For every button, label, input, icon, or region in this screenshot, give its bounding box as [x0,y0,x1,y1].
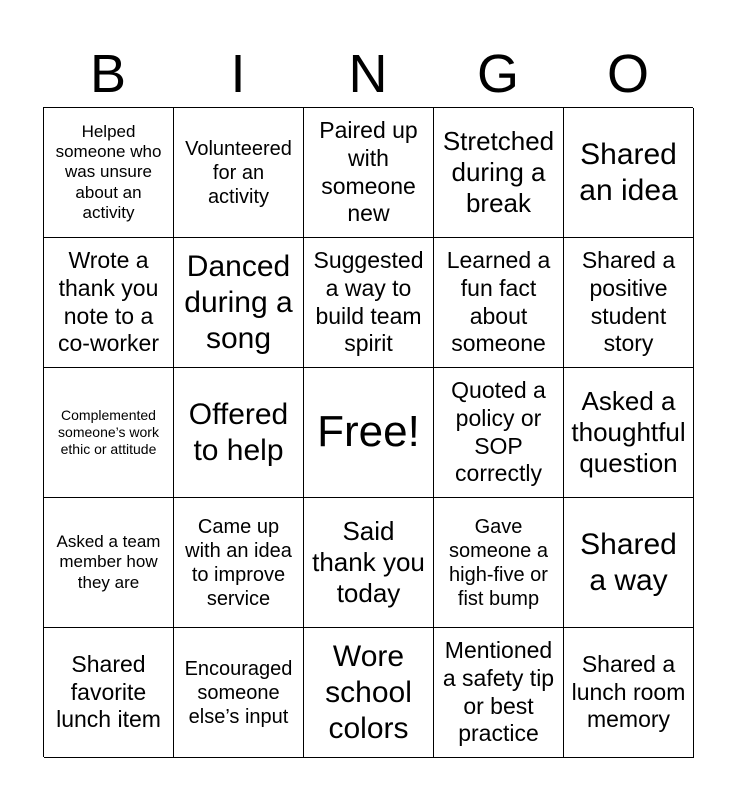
cell-text: Suggested a way to build team spirit [313,247,424,357]
bingo-cell-n4[interactable] [304,498,434,628]
bingo-cell-g2[interactable] [434,238,564,368]
cell-text: Shared favorite lunch item [56,651,161,733]
cell-text: Learned a fun fact about someone [446,247,551,357]
cell-text: Gave someone a high-five or fist bump [449,515,548,610]
cell-text: Asked a team member how they are [56,531,161,592]
cell-text: Offered to help [188,397,289,467]
cell-text: Said thank you today [312,515,425,609]
cell-text: Shared an idea [579,137,678,207]
bingo-cell-o3[interactable] [564,368,694,498]
bingo-cell-b3[interactable] [44,368,174,498]
bingo-cell-i1[interactable] [174,108,304,238]
bingo-board [43,107,693,757]
cell-text: Complemented someone’s work ethic or attitude [58,407,159,457]
bingo-cell-free[interactable] [304,368,434,498]
cell-text: Came up with an idea to improve service [185,515,292,610]
bingo-cell-g3[interactable] [434,368,564,498]
cell-text: Paired up with someone new [319,117,418,227]
cell-text: Wrote a thank you note to a co-worker [58,247,159,357]
bingo-cell-g4[interactable] [434,498,564,628]
cell-text: Volunteered for an activity [185,137,292,208]
bingo-cell-n5[interactable] [304,628,434,758]
free-space-text: Free! [317,407,420,457]
bingo-cell-i2[interactable] [174,238,304,368]
bingo-cell-o1[interactable] [564,108,694,238]
cell-text: Shared a lunch room memory [571,651,686,733]
bingo-cell-b2[interactable] [44,238,174,368]
bingo-cell-n1[interactable] [304,108,434,238]
cell-text: Asked a thoughtful question [571,385,686,479]
bingo-cell-n2[interactable] [304,238,434,368]
bingo-cell-g1[interactable] [434,108,564,238]
bingo-header [43,40,693,108]
cell-text: Stretched during a break [442,125,555,219]
bingo-cell-g5[interactable] [434,628,564,758]
cell-text: Wore school colors [325,639,412,745]
bingo-cell-b5[interactable] [44,628,174,758]
bingo-cell-i3[interactable] [174,368,304,498]
header-letter-n: N [348,44,388,104]
bingo-cell-o2[interactable] [564,238,694,368]
bingo-cell-o5[interactable] [564,628,694,758]
cell-text: Mentioned a safety tip or best practice [442,637,555,747]
cell-text: Helped someone who was unsure about an activity [55,121,162,223]
header-letter-i: I [230,44,246,104]
cell-text: Encouraged someone else’s input [184,657,293,728]
cell-text: Quoted a policy or SOP correctly [451,377,546,487]
header-letter-o: O [606,44,649,104]
bingo-cell-i4[interactable] [174,498,304,628]
cell-text: Danced during a song [184,249,293,355]
cell-text: Shared a way [580,527,677,597]
header-letter-b: B [89,44,127,104]
bingo-cell-b1[interactable] [44,108,174,238]
bingo-cell-i5[interactable] [174,628,304,758]
cell-text: Shared a positive student story [581,247,676,357]
bingo-cell-b4[interactable] [44,498,174,628]
header-letter-g: G [476,44,519,104]
bingo-cell-o4[interactable] [564,498,694,628]
